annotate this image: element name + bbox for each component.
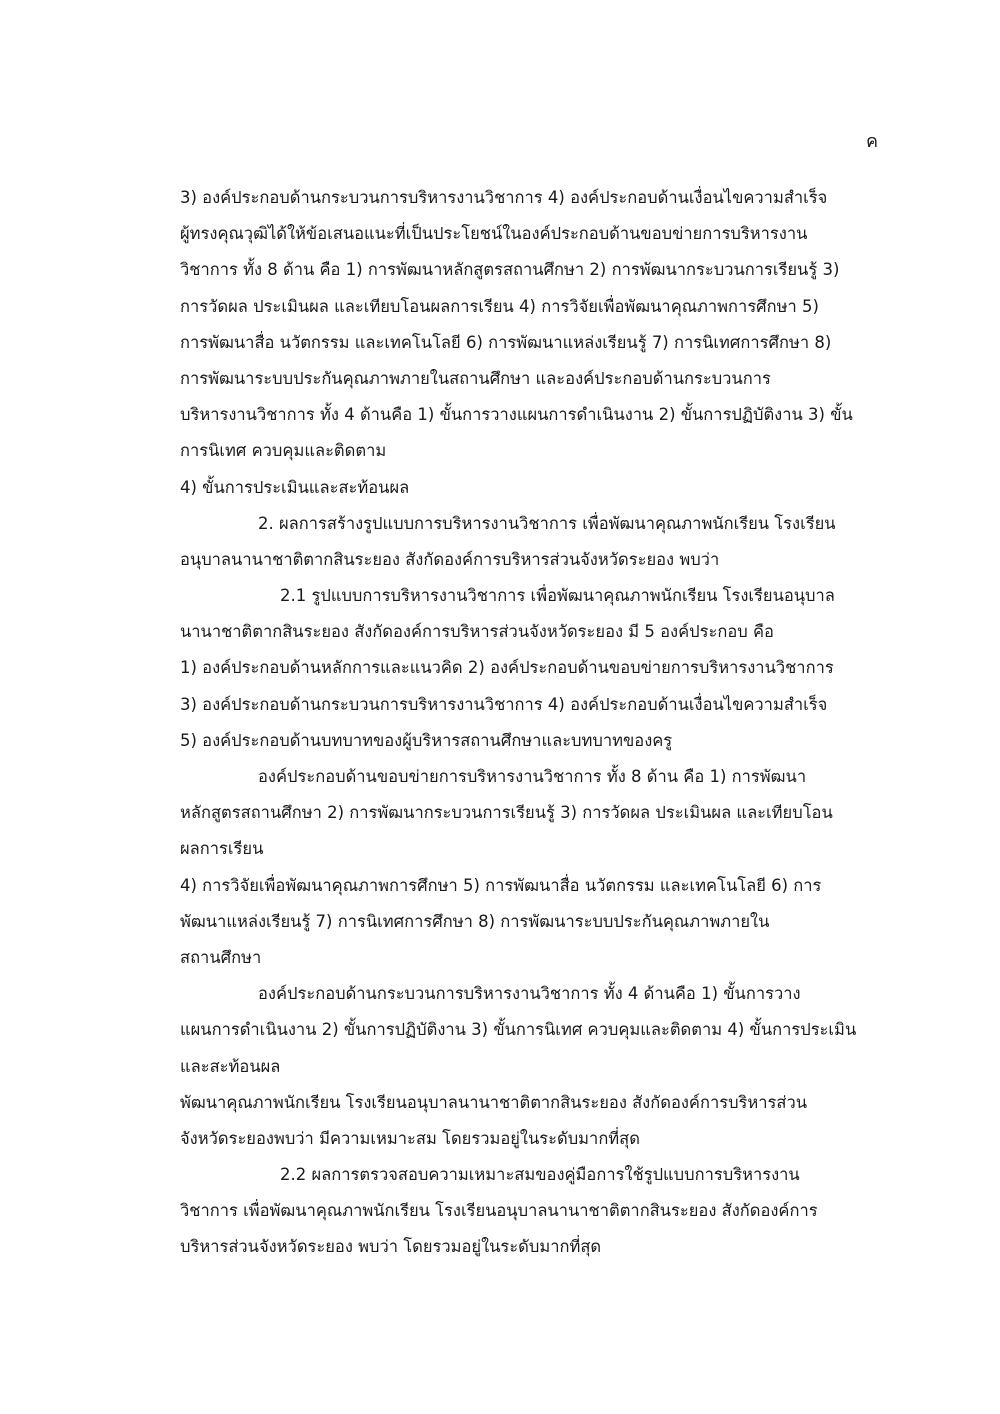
text-line: 3) องค์ประกอบด้านกระบวนการบริหารงานวิชาการ 4) องค์ประกอบด้านเงื่อนไขความสำเร็จ — [180, 694, 828, 714]
text-line: การวัดผล ประเมินผล และเทียบโอนผลการเรียน 4) การวิจัยเพื่อพัฒนาคุณภาพการศึกษา 5) — [180, 296, 819, 316]
text-line: 4) การวิจัยเพื่อพัฒนาคุณภาพการศึกษา 5) การพัฒนาสื่อ นวัตกรรม และเทคโนโลยี 6) การ — [180, 875, 822, 895]
subsection-heading-2-1: 2.1 รูปแบบการบริหารงานวิชาการ เพื่อพัฒนาคุณภาพนักเรียน โรงเรียนอนุบาล — [280, 586, 835, 606]
text-line: แผนการดำเนินงาน 2) ขั้นการปฏิบัติงาน 3) ขั้นการนิเทศ ควบคุมและติดตาม 4) ขั้นการประเมิน — [180, 1020, 857, 1040]
section-heading-2: 2. ผลการสร้างรูปแบบการบริหารงานวิชาการ เพื่อพัฒนาคุณภาพนักเรียน โรงเรียน — [258, 513, 836, 533]
text-line: วิชาการ เพื่อพัฒนาคุณภาพนักเรียน โรงเรียนอนุบาลนานาชาติตากสินระยอง สังกัดองค์การ — [180, 1201, 818, 1221]
text-line: จังหวัดระยองพบว่า มีความเหมาะสม โดยรวมอยู่ในระดับมากที่สุด — [180, 1128, 640, 1148]
text-line: 5) องค์ประกอบด้านบทบาทของผู้บริหารสถานศึกษาและบทบาทของครู — [180, 730, 673, 750]
text-line: 4) ขั้นการประเมินและสะท้อนผล — [180, 477, 410, 497]
text-line: สถานศึกษา — [180, 947, 262, 967]
text-line: วิชาการ ทั้ง 8 ด้าน คือ 1) การพัฒนาหลักสูตรสถานศึกษา 2) การพัฒนากระบวนการเรียนรู้ 3) — [180, 260, 840, 280]
text-line: การพัฒนาสื่อ นวัตกรรม และเทคโนโลยี 6) การพัฒนาแหล่งเรียนรู้ 7) การนิเทศการศึกษา 8) — [180, 332, 832, 352]
text-line: 3) องค์ประกอบด้านกระบวนการบริหารงานวิชาการ 4) องค์ประกอบด้านเงื่อนไขความสำเร็จ — [180, 188, 828, 207]
text-line: นานาชาติตากสินระยอง สังกัดองค์การบริหารส่วนจังหวัดระยอง มี 5 องค์ประกอบ คือ — [180, 622, 774, 642]
text-line: หลักสูตรสถานศึกษา 2) การพัฒนากระบวนการเรียนรู้ 3) การวัดผล ประเมินผล และเทียบโอน — [180, 803, 833, 823]
text-line: การพัฒนาระบบประกันคุณภาพภายในสถานศึกษา และองค์ประกอบด้านกระบวนการ — [180, 368, 771, 388]
text-line: 1) องค์ประกอบด้านหลักการและแนวคิด 2) องค์ประกอบด้านขอบข่ายการบริหารงานวิชาการ — [180, 658, 834, 678]
text-line: ผู้ทรงคุณวุฒิได้ให้ข้อเสนอแนะที่เป็นประโยชน์ในองค์ประกอบด้านขอบข่ายการบริหารงาน — [180, 224, 808, 244]
text-line: บริหารงานวิชาการ ทั้ง 4 ด้านคือ 1) ขั้นการวางแผนการดำเนินงาน 2) ขั้นการปฏิบัติงาน 3) ขั้น — [180, 405, 853, 425]
body-text — [180, 180, 880, 1266]
text-line: พัฒนาแหล่งเรียนรู้ 7) การนิเทศการศึกษา 8) การพัฒนาระบบประกันคุณภาพภายใน — [180, 911, 770, 931]
text-line: อนุบาลนานาชาติตากสินระยอง สังกัดองค์การบริหารส่วนจังหวัดระยอง พบว่า — [180, 549, 720, 569]
text-line: บริหารส่วนจังหวัดระยอง พบว่า โดยรวมอยู่ในระดับมากที่สุด — [180, 1237, 602, 1257]
text-line: การนิเทศ ควบคุมและติดตาม — [180, 441, 387, 461]
subsection-heading-2-2: 2.2 ผลการตรวจสอบความเหมาะสมของคู่มือการใช้รูปแบบการบริหารงาน — [280, 1165, 800, 1185]
page-number: ค — [866, 131, 879, 152]
text-line: ผลการเรียน — [180, 839, 264, 859]
text-line: และสะท้อนผล — [180, 1056, 281, 1076]
paragraph-start: องค์ประกอบด้านขอบข่ายการบริหารงานวิชาการ ทั้ง 8 ด้าน คือ 1) การพัฒนา — [258, 767, 807, 786]
text-line: พัฒนาคุณภาพนักเรียน โรงเรียนอนุบาลนานาชาติตากสินระยอง สังกัดองค์การบริหารส่วน — [180, 1092, 808, 1112]
paragraph-start: องค์ประกอบด้านกระบวนการบริหารงานวิชาการ ทั้ง 4 ด้านคือ 1) ขั้นการวาง — [258, 984, 801, 1004]
